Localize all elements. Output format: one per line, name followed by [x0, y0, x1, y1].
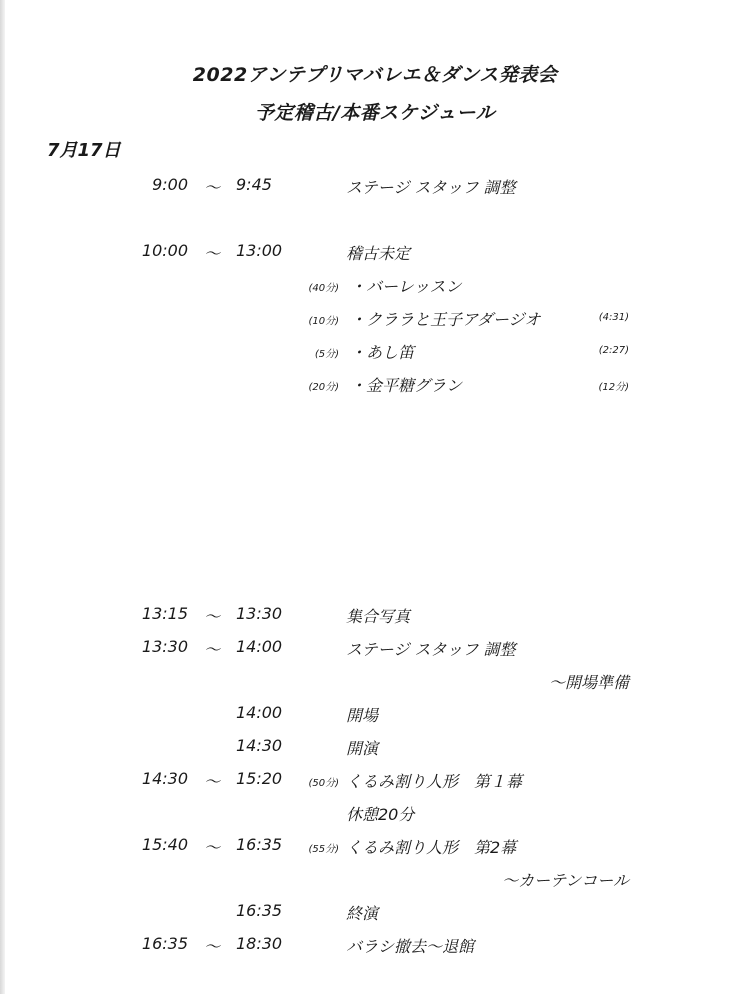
end-time: 18:30 [236, 934, 283, 953]
schedule-row [0, 835, 750, 861]
schedule-row [0, 274, 750, 300]
document-subtitle: 予定稽古/本番スケジュール [254, 102, 496, 124]
schedule-row [0, 769, 750, 795]
time-separator: 〜 [204, 838, 221, 857]
event-label: くるみ割り人形 第１幕 [346, 772, 523, 791]
event-label: ステージ スタッフ 調整 [346, 178, 516, 197]
schedule-row [0, 637, 750, 663]
event-label: ・あし笛 [350, 343, 415, 362]
schedule-row [0, 241, 750, 267]
end-time: 16:35 [236, 835, 283, 854]
time-separator: 〜 [204, 178, 221, 197]
schedule-row [0, 802, 750, 828]
event-label: 開場 [346, 706, 379, 725]
schedule-row [0, 934, 750, 960]
duration-label: (55分) [308, 844, 339, 855]
duration-label: (10分) [308, 316, 339, 327]
start-time: 10:00 [141, 241, 188, 260]
schedule-row [0, 703, 750, 729]
end-time: 13:30 [236, 604, 283, 623]
start-time: 13:15 [141, 604, 188, 623]
document-title: 2022アンテプリマバレエ＆ダンス発表会 [192, 64, 558, 86]
time-separator: 〜 [204, 772, 221, 791]
time-separator: 〜 [204, 607, 221, 626]
event-label: 終演 [346, 904, 379, 923]
right-aligned-note: 〜カーテンコール [502, 871, 629, 890]
event-label: 休憩20分 [346, 805, 415, 824]
right-aligned-note: 〜開場準備 [548, 673, 629, 692]
music-length-note: (12分) [598, 382, 629, 393]
end-time: 13:00 [236, 241, 283, 260]
music-length-note: (2:27) [598, 345, 629, 356]
duration-label: (20分) [308, 382, 339, 393]
duration-label: (5分) [314, 349, 339, 360]
schedule-date: 7月17日 [47, 140, 121, 161]
duration-label: (50分) [308, 778, 339, 789]
duration-label: (40分) [308, 283, 339, 294]
event-label: くるみ割り人形 第2幕 [346, 838, 517, 857]
end-time: 14:00 [236, 637, 283, 656]
music-length-note: (4:31) [598, 312, 629, 323]
time-point: 16:35 [236, 901, 283, 920]
event-label: ・バーレッスン [350, 277, 462, 296]
time-point: 14:30 [236, 736, 283, 755]
start-time: 9:00 [152, 175, 188, 194]
event-label: バラシ撤去〜退館 [346, 937, 475, 956]
event-label: ステージ スタッフ 調整 [346, 640, 516, 659]
start-time: 16:35 [141, 934, 188, 953]
schedule-row [0, 340, 750, 366]
schedule-row [0, 736, 750, 762]
start-time: 15:40 [141, 835, 188, 854]
event-label: 開演 [346, 739, 379, 758]
start-time: 13:30 [141, 637, 188, 656]
event-label: 集合写真 [346, 607, 411, 626]
event-label: ・金平糖グラン [350, 376, 463, 395]
schedule-row [0, 868, 750, 894]
event-label: ・クララと王子アダージオ [350, 310, 541, 329]
end-time: 15:20 [236, 769, 283, 788]
time-separator: 〜 [204, 937, 221, 956]
start-time: 14:30 [141, 769, 188, 788]
event-label: 稽古未定 [346, 244, 411, 263]
schedule-row [0, 670, 750, 696]
end-time: 9:45 [236, 175, 272, 194]
schedule-row [0, 901, 750, 927]
time-point: 14:00 [236, 703, 283, 722]
schedule-row [0, 175, 750, 201]
schedule-row [0, 604, 750, 630]
schedule-row [0, 373, 750, 399]
schedule-row [0, 307, 750, 333]
time-separator: 〜 [204, 244, 221, 263]
time-separator: 〜 [204, 640, 221, 659]
